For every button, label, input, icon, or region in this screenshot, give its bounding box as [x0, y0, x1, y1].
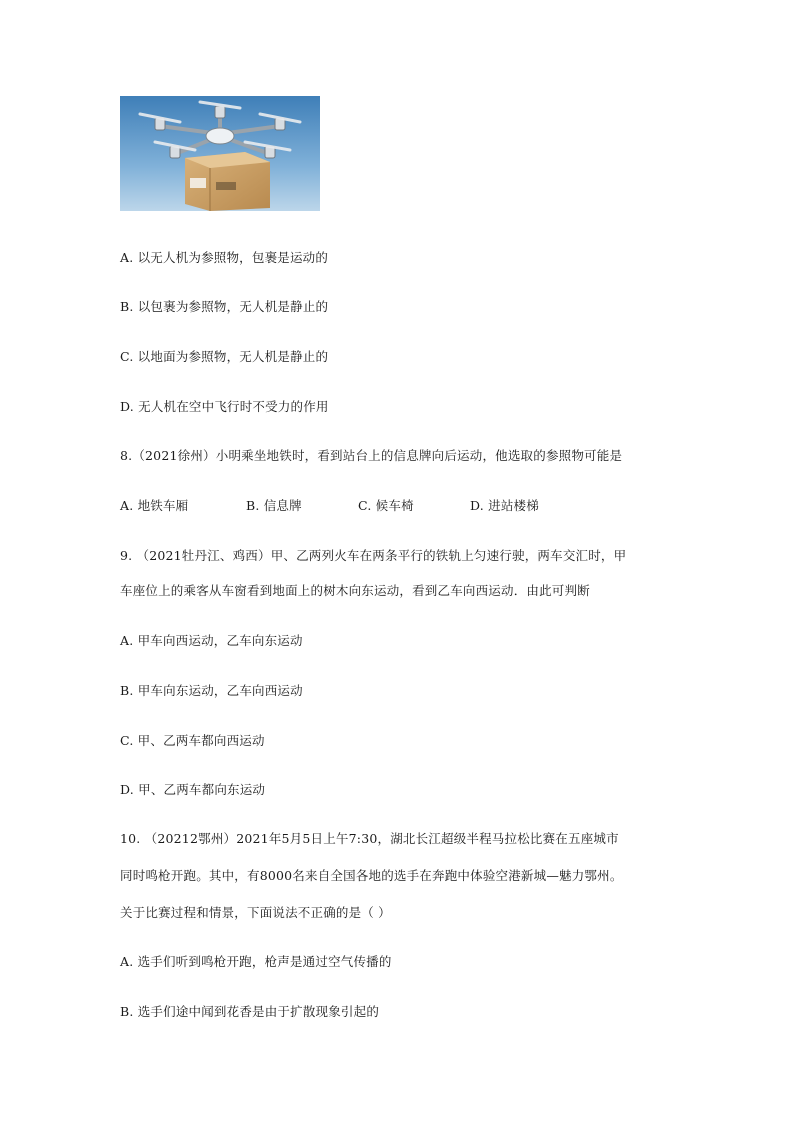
drone-figure [120, 96, 320, 211]
q10-stem-line3: 关于比赛过程和情景，下面说法不正确的是（ ） [120, 905, 391, 920]
q10-option-a: A. 选手们听到鸣枪开跑，枪声是通过空气传播的 [120, 954, 392, 969]
q9-option-d: D. 甲、乙两车都向东运动 [120, 782, 266, 797]
q9-stem-line2: 车座位上的乘客从车窗看到地面上的树木向东运动，看到乙车向西运动．由此可判断 [120, 583, 590, 598]
q9-option-c: C. 甲、乙两车都向西运动 [120, 733, 265, 748]
q8-option-a: A. 地铁车厢 [120, 498, 189, 513]
q8-options [120, 496, 539, 514]
q8-stem: 8.（2021徐州）小明乘坐地铁时，看到站台上的信息牌向后运动，他选取的参照物可能是 [120, 448, 623, 463]
q7-option-d: D. 无人机在空中飞行时不受力的作用 [120, 399, 329, 414]
q7-option-a: A. 以无人机为参照物，包裹是运动的 [120, 250, 329, 265]
q7-option-c: C. 以地面为参照物，无人机是静止的 [120, 349, 329, 364]
q8-option-d: D. 进站楼梯 [470, 498, 539, 513]
q9-option-a: A. 甲车向西运动，乙车向东运动 [120, 633, 303, 648]
q10-stem-line1: 10. （20212鄂州）2021年5月5日上午7:30，湖北长江超级半程马拉松比赛在五座城市 [120, 831, 619, 846]
q9-option-b: B. 甲车向东运动，乙车向西运动 [120, 683, 303, 698]
delivery-drone-image [120, 96, 320, 211]
q10-option-b: B. 选手们途中闻到花香是由于扩散现象引起的 [120, 1004, 380, 1019]
q8-option-c: C. 候车椅 [358, 498, 414, 513]
q10-stem-line2: 同时鸣枪开跑。其中，有8000名来自全国各地的选手在奔跑中体验空港新城—魅力鄂州。 [120, 868, 623, 883]
q7-option-b: B. 以包裹为参照物，无人机是静止的 [120, 299, 329, 314]
q8-option-b: B. 信息牌 [246, 498, 302, 513]
q9-stem-line1: 9. （2021牡丹江、鸡西）甲、乙两列火车在两条平行的铁轨上匀速行驶，两车交汇时，甲 [120, 548, 627, 563]
